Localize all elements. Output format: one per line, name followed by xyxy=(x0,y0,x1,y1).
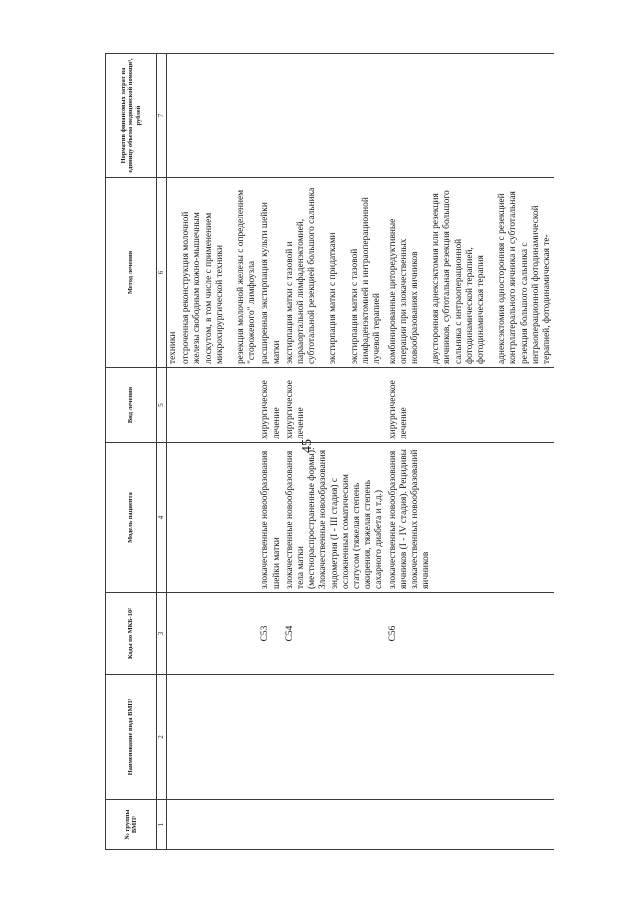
header-mkb: Коды по МКБ-10² xyxy=(106,593,157,675)
cell-treatment-type: хирургическое лечение xyxy=(387,368,555,443)
method-item: экстирпация матки с придатками xyxy=(328,232,339,364)
column-number: 6 xyxy=(157,178,167,368)
page-number: 45 xyxy=(300,439,315,453)
cell-group xyxy=(387,800,555,850)
header-model: Модель пациента xyxy=(106,443,157,593)
cell-method-continuation: техники xyxy=(167,178,181,368)
cell-treatment-type: хирургическое лечение xyxy=(284,368,387,443)
header-group: № группы ВМП¹ xyxy=(106,800,157,850)
cell-norm xyxy=(259,54,283,178)
column-number: 1 xyxy=(157,800,167,850)
cell-group xyxy=(180,800,259,850)
table-row xyxy=(180,54,259,850)
cell-mkb: C53 xyxy=(259,593,283,675)
cell-model xyxy=(180,443,259,593)
column-number: 3 xyxy=(157,593,167,675)
cell-vmp-name xyxy=(259,675,283,800)
vmp-table xyxy=(105,53,554,850)
cell-norm xyxy=(167,54,181,178)
cell-model: злокачественные новообразования яичников (I - IV стадия). Рецидивы злокачественных новообразований яичников xyxy=(387,443,555,593)
cell-vmp-name xyxy=(167,675,181,800)
table-row xyxy=(387,54,555,850)
cell-norm xyxy=(387,54,555,178)
cell-method xyxy=(387,178,555,368)
cell-group xyxy=(167,800,181,850)
header-method: Метод лечения xyxy=(106,178,157,368)
column-number: 7 xyxy=(157,54,167,178)
cell-norm xyxy=(180,54,259,178)
cell-group xyxy=(259,800,283,850)
cell-vmp-name xyxy=(180,675,259,800)
method-item: расширенная экстирпация культи шейки матки xyxy=(260,202,282,364)
column-number-row xyxy=(157,54,167,850)
cell-treatment-type xyxy=(180,368,259,443)
column-number: 4 xyxy=(157,443,167,593)
cell-norm xyxy=(284,54,387,178)
cell-model: злокачественные новообразования тела матки (местнораспространенные формы). Злокачественные новообразования эндометрия (I - III стадия) с осложненным соматическим статусом (тяжелая степень ожирения, тяжелая степень сахарного диабета и т.д.) xyxy=(284,443,387,593)
column-number: 2 xyxy=(157,675,167,800)
cell-method xyxy=(284,178,387,368)
method-item: двусторонняя аднексэктомия или резекция яичников, субтотальная резекция большого сальника с интраоперационной фотодинамической терапией, фотодинамическая терапия xyxy=(431,190,487,364)
table-row xyxy=(284,54,387,850)
header-treatment-type: Вид лечения xyxy=(106,368,157,443)
method-item: экстирпация матки с тазовой и парааортальной лимфаденэктомией, субтотальной резекцией большого сальника xyxy=(284,187,318,364)
cell-method xyxy=(259,178,283,368)
cell-mkb xyxy=(180,593,259,675)
cell-vmp-name xyxy=(387,675,555,800)
cell-vmp-name xyxy=(284,675,387,800)
cell-treatment-type xyxy=(167,368,181,443)
method-item: аднексэктомия односторонняя с резекцией контрлатерального яичника и субтотальная резекция большого сальника с интраоперационной фотодинамической терапией, фотодинамическая те- xyxy=(497,191,553,364)
column-number: 5 xyxy=(157,368,167,443)
method-item: резекция молочной железы с определением "сторожевого" лимфоузла xyxy=(236,189,258,364)
cell-mkb: C56 xyxy=(387,593,555,675)
cell-mkb: C54 xyxy=(284,593,387,675)
table-row xyxy=(259,54,283,850)
cell-group xyxy=(284,800,387,850)
continuation-row xyxy=(167,54,181,850)
method-item: экстирпация матки с тазовой лимфаденэктомией и интраоперационной лучевой терапией xyxy=(349,197,383,364)
rotated-table-wrapper xyxy=(105,54,553,850)
method-item: отсроченная реконструкция молочной железы свободным кожно-мышечным лоскутом, в том числе с применением микрохирургической техники xyxy=(181,211,225,364)
header-norm: Норматив финансовых затрат на единицу объема медицинской помощи³, рублей xyxy=(106,54,157,178)
table-header-row xyxy=(106,54,157,850)
cell-model: злокачественные новообразования шейки матки xyxy=(259,443,283,593)
cell-model xyxy=(167,443,181,593)
cell-method xyxy=(180,178,259,368)
header-vmp-name: Наименование вида ВМП¹ xyxy=(106,675,157,800)
cell-mkb xyxy=(167,593,181,675)
method-item: комбинированные циторедуктивные операции при злокачественных новообразованиях яичников xyxy=(387,218,421,364)
cell-treatment-type: хирургическое лечение xyxy=(259,368,283,443)
